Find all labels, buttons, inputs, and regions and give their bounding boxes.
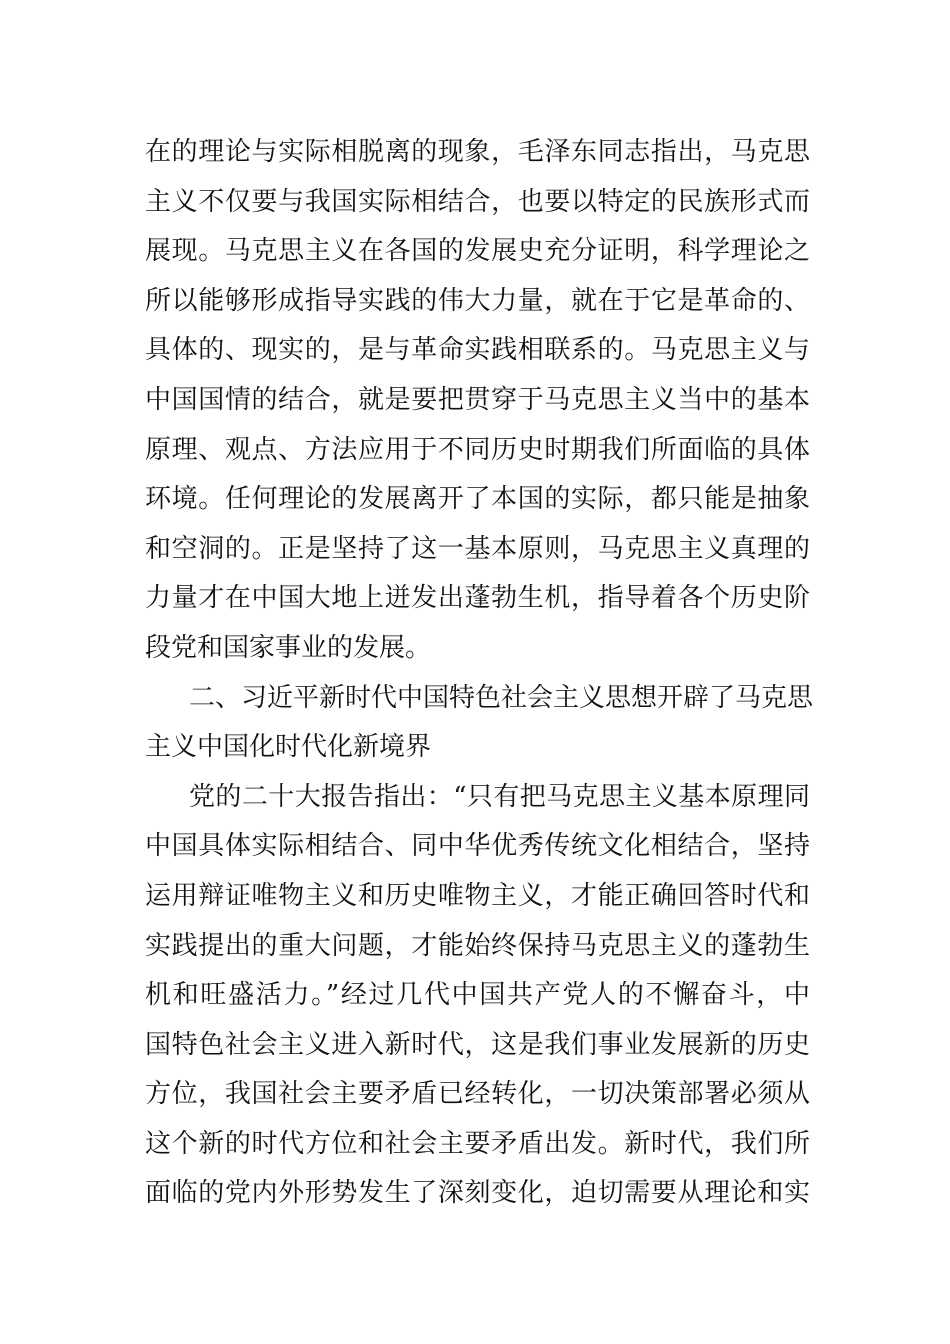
- text-line-14: 党的二十大报告指出：“只有把马克思主义基本原理同: [189, 781, 810, 812]
- text-line-18: 机和旺盛活力。”经过几代中国共产党人的不懈奋斗，中: [145, 980, 810, 1011]
- section-heading-line-1: 二、习近平新时代中国特色社会主义思想开辟了马克思: [189, 682, 814, 713]
- text-line-10: 力量才在中国大地上迸发出蓬勃生机，指导着各个历史阶: [145, 583, 810, 614]
- text-line-16: 运用辩证唯物主义和历史唯物主义，才能正确回答时代和: [145, 880, 810, 911]
- text-line-8: 环境。任何理论的发展离开了本国的实际，都只能是抽象: [145, 484, 810, 515]
- body-text: [145, 128, 814, 1219]
- text-line-17: 实践提出的重大问题，才能始终保持马克思主义的蓬勃生: [145, 930, 810, 961]
- text-line-1: 在的理论与实际相脱离的现象，毛泽东同志指出，马克思: [145, 137, 810, 167]
- text-line-21: 这个新的时代方位和社会主要矛盾出发。新时代，我们所: [145, 1128, 810, 1159]
- text-line-19: 国特色社会主义进入新时代，这是我们事业发展新的历史: [145, 1029, 810, 1060]
- text-line-3: 展现。马克思主义在各国的发展史充分证明，科学理论之: [145, 236, 810, 267]
- text-line-9: 和空洞的。正是坚持了这一基本原则，马克思主义真理的: [145, 533, 810, 564]
- text-line-22: 面临的党内外形势发生了深刻变化，迫切需要从理论和实: [145, 1178, 810, 1209]
- text-line-6: 中国国情的结合，就是要把贯穿于马克思主义当中的基本: [145, 384, 810, 415]
- section-heading-line-2: 主义中国化时代化新境界: [145, 732, 432, 763]
- text-line-20: 方位，我国社会主要矛盾已经转化，一切决策部署必须从: [145, 1079, 810, 1110]
- text-line-2: 主义不仅要与我国实际相结合，也要以特定的民族形式而: [145, 186, 810, 217]
- text-line-11: 段党和国家事业的发展。: [145, 632, 432, 663]
- text-line-4: 所以能够形成指导实践的伟大力量，就在于它是革命的、: [145, 285, 810, 316]
- text-line-15: 中国具体实际相结合、同中华优秀传统文化相结合，坚持: [145, 831, 810, 862]
- text-line-5: 具体的、现实的，是与革命实践相联系的。马克思主义与: [145, 335, 810, 366]
- text-line-7: 原理、观点、方法应用于不同历史时期我们所面临的具体: [145, 434, 810, 465]
